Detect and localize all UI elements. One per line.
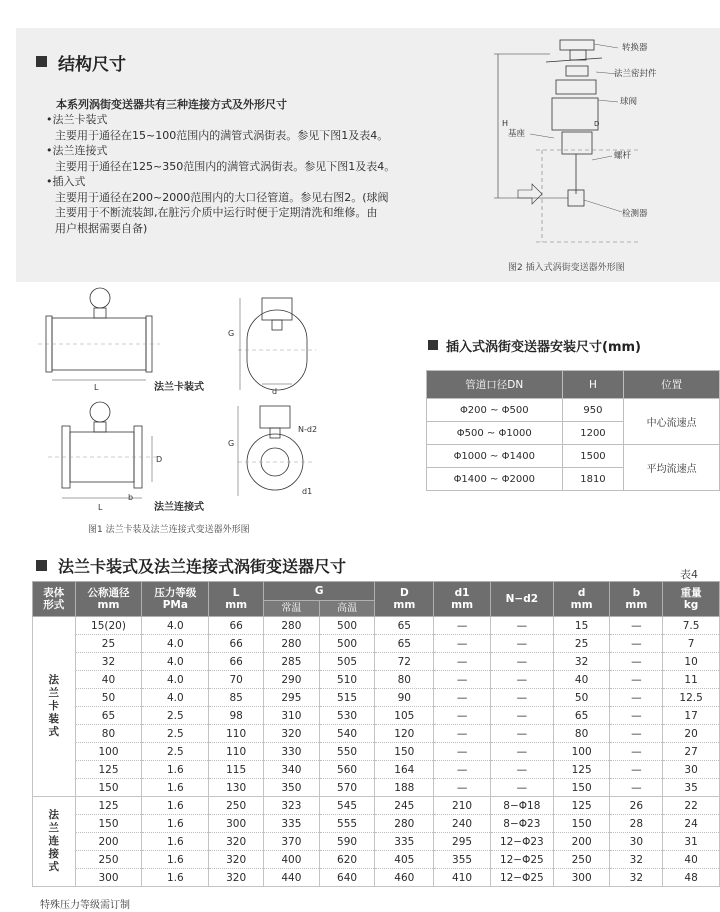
table-cell: 12−Φ23	[490, 833, 553, 851]
figure2-caption: 图2 插入式涡街变送器外形图	[508, 263, 625, 273]
table-cell: 25	[75, 635, 142, 653]
table-cell: 110	[209, 725, 264, 743]
table-cell: 65	[75, 707, 142, 725]
table-cell: 40	[75, 671, 142, 689]
table-cell: 15(20)	[75, 617, 142, 635]
table-cell: —	[610, 617, 663, 635]
table-cell: 1.6	[142, 797, 209, 815]
table-cell: 150	[75, 815, 142, 833]
label-valve: 球阀	[620, 97, 638, 107]
table-cell: 30	[610, 833, 663, 851]
header-unit: mm	[451, 599, 474, 611]
table-cell: 7	[663, 635, 720, 653]
table-cell: 150	[553, 815, 610, 833]
col-header-d	[553, 582, 610, 617]
list-item-clamp: •法兰卡装式	[46, 113, 108, 126]
header-text: D	[399, 587, 409, 599]
col-header-dn: 管道口径DN	[427, 371, 563, 399]
table-cell: 1.6	[142, 851, 209, 869]
table-cell: —	[434, 635, 491, 653]
table-cell: 30	[663, 761, 720, 779]
table-cell: 115	[209, 761, 264, 779]
table-cell: 620	[319, 851, 375, 869]
table-cell: —	[490, 779, 553, 797]
table-cell: 7.5	[663, 617, 720, 635]
table-cell: —	[434, 779, 491, 797]
table-cell: 150	[75, 779, 142, 797]
insertion-type-drawing	[490, 34, 710, 256]
table-cell: —	[434, 761, 491, 779]
list-desc-insertion: 用户根据需要自备)	[55, 221, 148, 235]
group-label-text: 法兰卡装式	[48, 674, 60, 738]
table-cell: 500	[319, 617, 375, 635]
table-cell: 4.0	[142, 653, 209, 671]
label-converter: 转换器	[622, 43, 648, 53]
col-header-d1	[434, 582, 491, 617]
table-cell: 100	[553, 743, 610, 761]
table-cell: 300	[553, 869, 610, 887]
col-header-type	[33, 582, 76, 617]
dim-D: D	[156, 455, 163, 464]
table-cell: 50	[75, 689, 142, 707]
table-cell: 65	[553, 707, 610, 725]
table-row	[33, 851, 720, 869]
list-desc-flange: 主要用于通径在125~350范围内的满管式涡街表。参见下图1及表4。	[55, 159, 396, 173]
table-cell: 250	[209, 797, 264, 815]
table-cell: 85	[209, 689, 264, 707]
col-header-g-high: 高温	[319, 601, 375, 617]
table-cell: 570	[319, 779, 375, 797]
table-cell: 32	[610, 851, 663, 869]
header-unit: kg	[683, 599, 699, 611]
table-cell: —	[434, 689, 491, 707]
table-cell: 120	[375, 725, 434, 743]
col-header-weight	[663, 582, 720, 617]
table-cell: 640	[319, 869, 375, 887]
table-cell: 15	[553, 617, 610, 635]
table-cell: 98	[209, 707, 264, 725]
table-cell: —	[490, 743, 553, 761]
cell-h: 1500	[562, 445, 624, 468]
table-cell: 320	[209, 833, 264, 851]
table-cell: 72	[375, 653, 434, 671]
dim-g-flange: G	[228, 439, 235, 448]
table-cell: 1.6	[142, 761, 209, 779]
section-marker	[36, 56, 47, 67]
table-cell: 65	[375, 635, 434, 653]
section-title-structure: 结构尺寸	[58, 55, 126, 75]
table-cell: 555	[319, 815, 375, 833]
header-text: 压力等级PMa	[154, 587, 197, 611]
table-cell: 200	[75, 833, 142, 851]
table-cell: 355	[434, 851, 491, 869]
header-unit: mm	[570, 599, 593, 611]
table-cell: 105	[375, 707, 434, 725]
table-cell: 27	[663, 743, 720, 761]
header-unit: mm	[625, 599, 648, 611]
table-cell: —	[610, 653, 663, 671]
col-header-l	[209, 582, 264, 617]
table-cell: 25	[553, 635, 610, 653]
label-base: 基座	[508, 129, 526, 139]
table-cell: 11	[663, 671, 720, 689]
table-cell: 323	[264, 797, 320, 815]
table-cell: 505	[319, 653, 375, 671]
table-cell: 285	[264, 653, 320, 671]
table-cell: 32	[553, 653, 610, 671]
dim-b: b	[128, 493, 134, 502]
table-cell: —	[490, 707, 553, 725]
table-cell: —	[610, 671, 663, 689]
col-header-position: 位置	[624, 371, 720, 399]
section-marker	[428, 340, 438, 350]
table-cell: 1.6	[142, 833, 209, 851]
table-row	[33, 761, 720, 779]
table-cell: —	[434, 707, 491, 725]
dim-d: d	[272, 387, 278, 396]
header-text: d1	[454, 587, 470, 599]
table-row	[33, 617, 720, 635]
table-cell: 40	[663, 851, 720, 869]
col-header-nd2: N−d2	[490, 582, 553, 617]
table-cell: 125	[75, 797, 142, 815]
header-text: d	[577, 587, 586, 599]
group-label	[33, 797, 76, 887]
table-footnote: 特殊压力等级需订制	[40, 900, 130, 911]
table-row	[33, 671, 720, 689]
cell-dn: Φ200 ~ Φ500	[427, 399, 563, 422]
table-cell: 320	[209, 851, 264, 869]
list-item-insertion: •插入式	[46, 175, 86, 188]
table-cell: 125	[553, 797, 610, 815]
table-cell: 4.0	[142, 671, 209, 689]
table-cell: 1.6	[142, 869, 209, 887]
label-h: H	[502, 119, 509, 128]
table-cell: 12−Φ25	[490, 869, 553, 887]
table-cell: 400	[264, 851, 320, 869]
table-cell: 280	[375, 815, 434, 833]
table-cell: 150	[553, 779, 610, 797]
connection-types-list	[46, 112, 466, 236]
table-cell: 188	[375, 779, 434, 797]
table-cell: 35	[663, 779, 720, 797]
table-row	[33, 815, 720, 833]
table-cell: 4.0	[142, 635, 209, 653]
label-screw: 螺杆	[614, 151, 632, 161]
table-row	[33, 797, 720, 815]
table-cell: 410	[434, 869, 491, 887]
col-header-b	[610, 582, 663, 617]
table-cell: —	[434, 671, 491, 689]
table-cell: 240	[434, 815, 491, 833]
install-size-table	[426, 370, 720, 491]
label-seal: 法兰密封件	[614, 69, 657, 79]
table-cell: 32	[75, 653, 142, 671]
cell-position: 平均流速点	[624, 445, 720, 491]
table-cell: —	[610, 743, 663, 761]
table-cell: 32	[610, 869, 663, 887]
list-desc-clamp: 主要用于通径在15~100范围内的满管式涡街表。参见下图1及表4。	[55, 128, 389, 142]
table-cell: —	[490, 725, 553, 743]
table-cell: —	[610, 725, 663, 743]
table-cell: 65	[375, 617, 434, 635]
table-cell: 80	[75, 725, 142, 743]
table-cell: 4.0	[142, 689, 209, 707]
col-header-pressure	[142, 582, 209, 617]
list-desc-insertion: 主要用于不断流装卸,在脏污介质中运行时便于定期清洗和维修。由	[55, 206, 378, 219]
table-cell: —	[490, 617, 553, 635]
table-cell: 1.6	[142, 779, 209, 797]
table-cell: 560	[319, 761, 375, 779]
table-cell: 164	[375, 761, 434, 779]
table-cell: 17	[663, 707, 720, 725]
table-cell: —	[610, 635, 663, 653]
table-cell: —	[434, 743, 491, 761]
group-label-text: 法兰连接式	[48, 809, 60, 873]
table-cell: 500	[319, 635, 375, 653]
table-cell: 335	[264, 815, 320, 833]
cell-h: 1810	[562, 468, 624, 491]
figure1-caption: 图1 法兰卡装及法兰连接式变送器外形图	[88, 525, 250, 535]
table-cell: 130	[209, 779, 264, 797]
table-cell: 80	[375, 671, 434, 689]
table-cell: 280	[264, 635, 320, 653]
table-cell: 24	[663, 815, 720, 833]
col-header-g: G	[264, 582, 375, 601]
table-cell: 28	[610, 815, 663, 833]
table-cell: 80	[553, 725, 610, 743]
table-cell: 150	[375, 743, 434, 761]
dim-l-flange: L	[98, 503, 103, 512]
cell-h: 1200	[562, 422, 624, 445]
table-cell: —	[610, 689, 663, 707]
table-row	[33, 833, 720, 851]
table-cell: —	[490, 761, 553, 779]
dim-nd2: N-d2	[298, 425, 318, 434]
table-cell: 295	[434, 833, 491, 851]
table-cell: 40	[553, 671, 610, 689]
table-cell: 4.0	[142, 617, 209, 635]
group-label	[33, 617, 76, 797]
table-cell: 48	[663, 869, 720, 887]
table-cell: 245	[375, 797, 434, 815]
table-cell: 510	[319, 671, 375, 689]
cell-dn: Φ1400 ~ Φ2000	[427, 468, 563, 491]
table-row	[33, 743, 720, 761]
table-row	[33, 725, 720, 743]
table-cell: 300	[209, 815, 264, 833]
col-header-h: H	[562, 371, 624, 399]
table-cell: 22	[663, 797, 720, 815]
table-cell: 100	[75, 743, 142, 761]
table-cell: 90	[375, 689, 434, 707]
table-cell: 440	[264, 869, 320, 887]
table-cell: —	[490, 689, 553, 707]
table-cell: 10	[663, 653, 720, 671]
dim-l: L	[94, 383, 99, 392]
dimension-table	[32, 581, 720, 887]
table-cell: —	[434, 617, 491, 635]
table-cell: 66	[209, 635, 264, 653]
table-cell: 50	[553, 689, 610, 707]
table-cell: 335	[375, 833, 434, 851]
table-cell: 1.6	[142, 815, 209, 833]
label-dn: D	[594, 120, 600, 128]
cell-dn: Φ500 ~ Φ1000	[427, 422, 563, 445]
table-cell: 70	[209, 671, 264, 689]
table-number: 表4	[680, 568, 698, 581]
table-cell: 295	[264, 689, 320, 707]
table-cell: 12.5	[663, 689, 720, 707]
table-row	[33, 869, 720, 887]
cell-position: 中心流速点	[624, 399, 720, 445]
table-cell: 340	[264, 761, 320, 779]
col-header-dn	[75, 582, 142, 617]
table-cell: 310	[264, 707, 320, 725]
table-cell: 545	[319, 797, 375, 815]
table-cell: 110	[209, 743, 264, 761]
cell-dn: Φ1000 ~ Φ1400	[427, 445, 563, 468]
header-text: 表体形式	[43, 587, 65, 611]
table-cell: 530	[319, 707, 375, 725]
table-cell: 8−Φ18	[490, 797, 553, 815]
col-header-D	[375, 582, 434, 617]
table-cell: 405	[375, 851, 434, 869]
header-text: L	[232, 587, 240, 599]
table-cell: 200	[553, 833, 610, 851]
cell-h: 950	[562, 399, 624, 422]
table-cell: 2.5	[142, 743, 209, 761]
table-cell: —	[434, 725, 491, 743]
table-cell: 250	[553, 851, 610, 869]
label-detector: 检测器	[622, 209, 648, 219]
table-cell: 210	[434, 797, 491, 815]
table-cell: —	[610, 707, 663, 725]
col-header-g-normal: 常温	[264, 601, 320, 617]
table-cell: 460	[375, 869, 434, 887]
table-cell: —	[610, 761, 663, 779]
table-cell: 350	[264, 779, 320, 797]
header-unit: mm	[393, 599, 416, 611]
table-cell: 2.5	[142, 725, 209, 743]
table-cell: 20	[663, 725, 720, 743]
intro-lead: 本系列涡街变送器共有三种连接方式及外形尺寸	[56, 98, 287, 111]
table-cell: 2.5	[142, 707, 209, 725]
table-row	[33, 689, 720, 707]
section-marker	[36, 560, 47, 571]
table-cell: —	[490, 635, 553, 653]
table-cell: 550	[319, 743, 375, 761]
table-cell: 540	[319, 725, 375, 743]
table-row	[33, 653, 720, 671]
install-table-title: 插入式涡街变送器安装尺寸(mm)	[446, 340, 641, 355]
table-cell: 280	[264, 617, 320, 635]
table-cell: —	[610, 779, 663, 797]
table-cell: 250	[75, 851, 142, 869]
table-cell: 66	[209, 653, 264, 671]
table-cell: —	[434, 653, 491, 671]
table-row	[33, 779, 720, 797]
section-title-dimensions: 法兰卡装式及法兰连接式涡街变送器尺寸	[58, 557, 347, 576]
header-text: b	[632, 587, 641, 599]
label-clamp-type: 法兰卡装式	[154, 382, 204, 393]
table-cell: 31	[663, 833, 720, 851]
label-flange-type: 法兰连接式	[154, 502, 204, 513]
table-cell: 290	[264, 671, 320, 689]
table-cell: 590	[319, 833, 375, 851]
table-row	[33, 635, 720, 653]
dim-d1: d1	[302, 487, 313, 496]
table-cell: 300	[75, 869, 142, 887]
table-row	[33, 707, 720, 725]
table-cell: —	[490, 653, 553, 671]
header-unit: mm	[225, 599, 248, 611]
table-cell: 26	[610, 797, 663, 815]
header-text: 重量	[680, 587, 702, 599]
table-cell: 125	[553, 761, 610, 779]
dim-g: G	[228, 329, 235, 338]
table-cell: 12−Φ25	[490, 851, 553, 869]
table-cell: 330	[264, 743, 320, 761]
table-row	[427, 399, 720, 422]
list-desc-insertion: 主要用于通径在200~2000范围内的大口径管道。参见右图2。(球阀	[55, 190, 389, 204]
table-cell: 370	[264, 833, 320, 851]
header-text: 公称通径mm	[87, 587, 130, 611]
table-cell: 125	[75, 761, 142, 779]
list-item-flange: •法兰连接式	[46, 144, 108, 157]
table-cell: 320	[264, 725, 320, 743]
table-cell: 515	[319, 689, 375, 707]
table-cell: 66	[209, 617, 264, 635]
table-cell: 320	[209, 869, 264, 887]
table-cell: —	[490, 671, 553, 689]
table-cell: 8−Φ23	[490, 815, 553, 833]
table-row	[427, 445, 720, 468]
